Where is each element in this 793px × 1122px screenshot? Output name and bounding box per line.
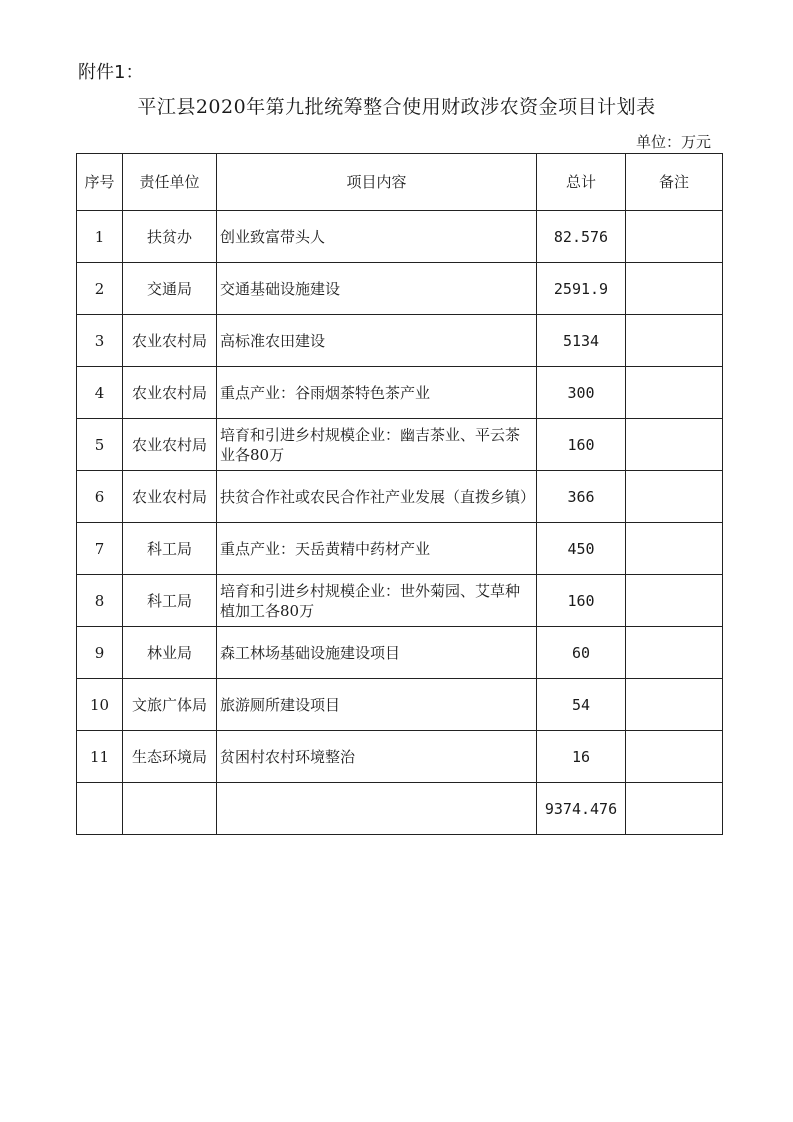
cell-no: 2 <box>77 263 123 315</box>
total-cell-no <box>77 783 123 835</box>
table-row <box>77 523 723 575</box>
cell-total: 5134 <box>537 315 626 367</box>
cell-note <box>626 627 723 679</box>
cell-note <box>626 211 723 263</box>
cell-no: 8 <box>77 575 123 627</box>
project-plan-table <box>76 153 723 835</box>
cell-item: 重点产业：天岳黄精中药材产业 <box>217 523 537 575</box>
cell-item: 森工林场基础设施建设项目 <box>217 627 537 679</box>
cell-total: 82.576 <box>537 211 626 263</box>
cell-unit: 文旅广体局 <box>123 679 217 731</box>
table-row <box>77 367 723 419</box>
cell-note <box>626 679 723 731</box>
column-header-item: 项目内容 <box>217 154 537 211</box>
column-header-unit: 责任单位 <box>123 154 217 211</box>
cell-note <box>626 523 723 575</box>
cell-no: 4 <box>77 367 123 419</box>
cell-item: 高标准农田建设 <box>217 315 537 367</box>
cell-item: 交通基础设施建设 <box>217 263 537 315</box>
cell-no: 3 <box>77 315 123 367</box>
table-header-row <box>77 154 723 211</box>
cell-unit: 交通局 <box>123 263 217 315</box>
cell-total: 366 <box>537 471 626 523</box>
cell-no: 11 <box>77 731 123 783</box>
column-header-note: 备注 <box>626 154 723 211</box>
table-row <box>77 211 723 263</box>
cell-unit: 农业农村局 <box>123 471 217 523</box>
cell-no: 5 <box>77 419 123 471</box>
cell-unit: 科工局 <box>123 523 217 575</box>
cell-unit: 林业局 <box>123 627 217 679</box>
total-cell-item <box>217 783 537 835</box>
cell-item: 贫困村农村环境整治 <box>217 731 537 783</box>
column-header-total: 总计 <box>537 154 626 211</box>
cell-item: 培育和引进乡村规模企业：幽吉茶业、平云茶业各80万 <box>217 419 537 471</box>
cell-note <box>626 263 723 315</box>
table-total-row <box>77 783 723 835</box>
table-row <box>77 315 723 367</box>
cell-unit: 农业农村局 <box>123 315 217 367</box>
unit-label: 单位：万元 <box>635 133 711 151</box>
cell-no: 7 <box>77 523 123 575</box>
cell-total: 2591.9 <box>537 263 626 315</box>
table-row <box>77 731 723 783</box>
cell-total: 300 <box>537 367 626 419</box>
cell-note <box>626 731 723 783</box>
cell-unit: 农业农村局 <box>123 419 217 471</box>
cell-item: 培育和引进乡村规模企业：世外菊园、艾草种植加工各80万 <box>217 575 537 627</box>
cell-note <box>626 575 723 627</box>
cell-unit: 科工局 <box>123 575 217 627</box>
cell-item: 扶贫合作社或农民合作社产业发展（直拨乡镇） <box>217 471 537 523</box>
total-cell-total: 9374.476 <box>537 783 626 835</box>
cell-total: 160 <box>537 575 626 627</box>
cell-no: 10 <box>77 679 123 731</box>
cell-item: 创业致富带头人 <box>217 211 537 263</box>
cell-total: 16 <box>537 731 626 783</box>
cell-no: 9 <box>77 627 123 679</box>
total-cell-note <box>626 783 723 835</box>
cell-item: 旅游厕所建设项目 <box>217 679 537 731</box>
cell-total: 160 <box>537 419 626 471</box>
table-row <box>77 263 723 315</box>
cell-no: 6 <box>77 471 123 523</box>
document-title: 平江县2020年第九批统筹整合使用财政涉农资金项目计划表 <box>137 96 656 118</box>
cell-item: 重点产业：谷雨烟茶特色茶产业 <box>217 367 537 419</box>
table-row <box>77 627 723 679</box>
cell-note <box>626 471 723 523</box>
column-header-no: 序号 <box>77 154 123 211</box>
cell-unit: 农业农村局 <box>123 367 217 419</box>
table-row <box>77 419 723 471</box>
attachment-label: 附件1： <box>78 62 144 83</box>
cell-note <box>626 315 723 367</box>
cell-note <box>626 367 723 419</box>
table-row <box>77 471 723 523</box>
cell-unit: 生态环境局 <box>123 731 217 783</box>
cell-total: 60 <box>537 627 626 679</box>
cell-unit: 扶贫办 <box>123 211 217 263</box>
table-row <box>77 575 723 627</box>
cell-total: 450 <box>537 523 626 575</box>
table-row <box>77 679 723 731</box>
cell-no: 1 <box>77 211 123 263</box>
cell-total: 54 <box>537 679 626 731</box>
cell-note <box>626 419 723 471</box>
total-cell-unit <box>123 783 217 835</box>
